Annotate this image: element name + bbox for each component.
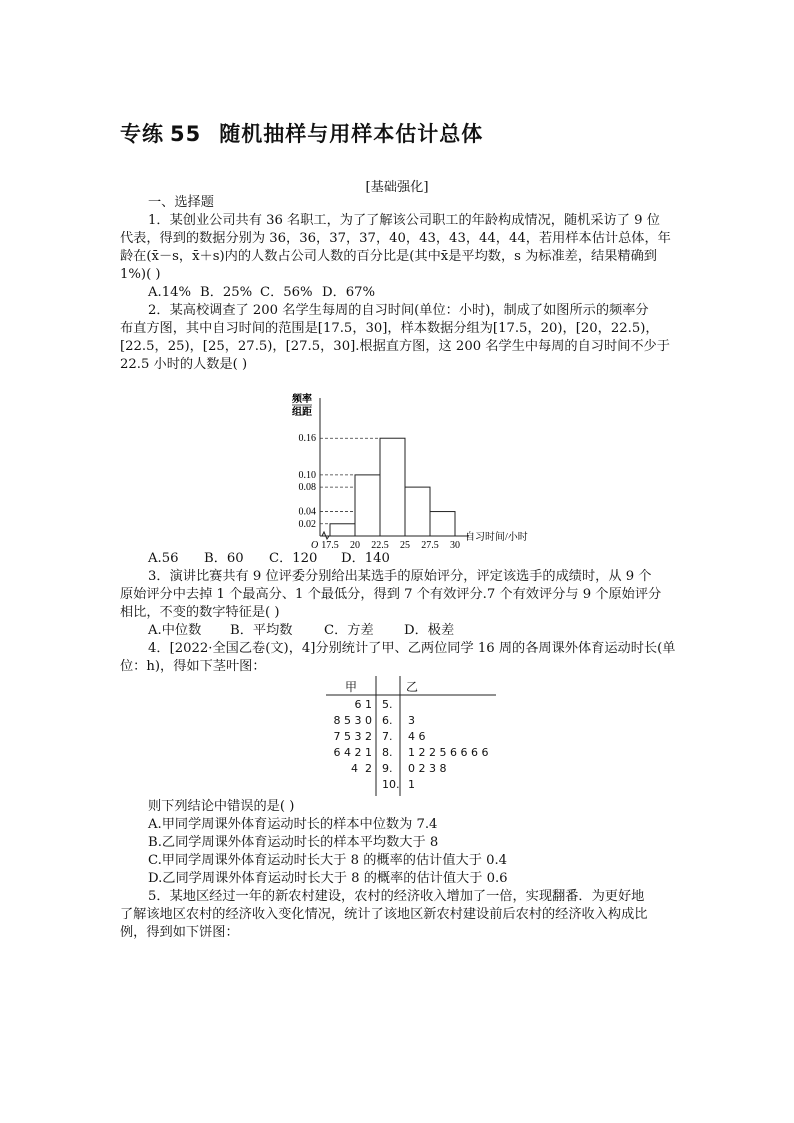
q2-option-d[interactable]: D．140: [341, 551, 390, 566]
x-axis-label: 自习时间/小时: [465, 532, 528, 543]
title-text: 随机抽样与用样本估计总体: [219, 122, 484, 146]
page-title: [120, 118, 483, 148]
x-tick-label: 17.5: [321, 540, 339, 548]
q3-line: 相比，不变的数字特征是( ): [120, 605, 280, 620]
stem-leaf-right: 1: [408, 778, 415, 791]
q4-choice-d[interactable]: D.乙同学周课外体育运动时长大于 8 的概率的估计值大于 0.6: [148, 871, 508, 886]
q5-line: 例，得到如下饼图：: [120, 925, 239, 940]
frequency-histogram: [280, 390, 550, 548]
stem-leaf-right: 4 6: [408, 730, 426, 743]
y-tick-label: 0.02: [298, 518, 316, 530]
stem-leaf-row: [326, 778, 496, 794]
q2-line: 布直方图，其中自习时间的范围是[17.5，30]，样本数据分组为[17.5，20)，[20，22.5)，: [120, 321, 659, 336]
q4-choice-c[interactable]: C.甲同学周课外体育运动时长大于 8 的概率的估计值大于 0.4: [148, 853, 508, 868]
q1-option-a[interactable]: A.14%: [148, 285, 192, 300]
q4-question: 则下列结论中错误的是( ): [148, 799, 295, 814]
q1-line: 龄在(x̄－s，x̄＋s)内的人数占公司人数的百分比是(其中x̄是平均数，s 为标准差，结果精确到: [120, 249, 657, 264]
histogram-bar: [405, 487, 430, 536]
q3-option-a[interactable]: A.中位数: [148, 623, 202, 638]
stem-leaf-left-header: 甲: [344, 680, 357, 694]
q3-options: [148, 622, 454, 640]
x-tick-label: 20: [350, 540, 360, 548]
q4-choice-b[interactable]: B.乙同学周课外体育运动时长的样本平均数大于 8: [148, 835, 439, 850]
q2-option-c[interactable]: C．120: [269, 551, 318, 566]
histogram-bar: [330, 524, 355, 536]
y-tick-label: 0.08: [298, 482, 316, 494]
q3-option-c[interactable]: C．方差: [324, 623, 374, 638]
stem-leaf-stem: 8.: [382, 746, 393, 759]
q1-option-c[interactable]: C．56%: [260, 285, 313, 300]
stem-leaf-right: 0 2 3 8: [408, 762, 447, 775]
title-prefix: 专练: [120, 122, 164, 146]
histogram-bar: [355, 475, 380, 536]
stem-leaf-row: [326, 762, 496, 778]
y-axis-label-top: 频率: [292, 394, 312, 405]
histogram-bar: [430, 512, 455, 536]
q1-option-b[interactable]: B．25%: [200, 285, 253, 300]
q2-line: [22.5，25)，[25，27.5)，[27.5，30].根据直方图，这 200 名学生中每周的自习时间不少于: [120, 339, 670, 354]
q1-line: 代表，得到的数据分别为 36，36，37，37，40，43，43，44，44，若用样本估计总体，年: [120, 231, 671, 246]
stem-leaf-right: 3: [408, 714, 415, 727]
stem-leaf-stem: 7.: [382, 730, 393, 743]
stem-leaf-stem: 10.: [382, 778, 400, 791]
section-label: [基础强化]: [365, 180, 429, 195]
q4-choice-a[interactable]: A.甲同学周课外体育运动时长的样本中位数为 7.4: [148, 817, 438, 832]
stem-leaf-left: 6 1: [354, 698, 372, 711]
q2-option-b[interactable]: B．60: [204, 551, 244, 566]
q2-options: [148, 550, 390, 568]
q1-options: [148, 284, 375, 302]
q3-option-d[interactable]: D．极差: [404, 623, 455, 638]
q2-option-a[interactable]: A.56: [148, 551, 179, 566]
x-tick-label: 22.5: [371, 540, 389, 548]
y-axis-label-bottom: 组距: [292, 407, 312, 418]
q3-line: 3．演讲比赛共有 9 位评委分别给出某选手的原始评分，评定该选手的成绩时，从 9 个: [148, 569, 652, 584]
q1-option-d[interactable]: D．67%: [322, 285, 376, 300]
q5-line: 5．某地区经过一年的新农村建设，农村的经济收入增加了一倍，实现翻番．为更好地: [148, 889, 645, 904]
origin-label: O: [311, 540, 319, 548]
q3-option-b[interactable]: B．平均数: [230, 623, 293, 638]
x-tick-label: 25: [400, 540, 410, 548]
q1-line: 1%)( ): [120, 267, 161, 282]
stem-leaf-stem: 5.: [382, 698, 393, 711]
stem-leaf-row: [326, 746, 496, 762]
y-tick-label: 0.04: [298, 506, 316, 518]
x-tick-label: 30: [450, 540, 460, 548]
stem-leaf-stem: 9.: [382, 762, 393, 775]
title-number: 55: [170, 122, 202, 146]
q1-line: 1．某创业公司共有 36 名职工，为了了解该公司职工的年龄构成情况，随机采访了 9 位: [148, 213, 660, 228]
stem-leaf-left: 6 4 2 1: [333, 746, 372, 759]
part1-heading: 一、选择题: [148, 195, 214, 210]
stem-leaf-left: 7 5 3 2: [333, 730, 372, 743]
q3-line: 原始评分中去掉 1 个最高分、1 个最低分，得到 7 个有效评分.7 个有效评分与 9 个原始评分: [120, 587, 662, 602]
q4-line: 位：h)，得如下茎叶图：: [120, 659, 266, 674]
q2-line: 2．某高校调查了 200 名学生每周的自习时间(单位：小时)，制成了如图所示的频率分: [148, 303, 649, 318]
q2-line: 22.5 小时的人数是( ): [120, 357, 248, 372]
stem-leaf-left: 8 5 3 0: [333, 714, 372, 727]
x-tick-label: 27.5: [421, 540, 439, 548]
stem-leaf-right: 1 2 2 5 6 6 6 6: [408, 746, 489, 759]
q5-line: 了解该地区农村的经济收入变化情况，统计了该地区新农村建设前后农村的经济收入构成比: [120, 907, 648, 922]
histogram-bar: [380, 438, 405, 536]
stem-leaf-row: [326, 730, 496, 746]
q4-line: 4．[2022·全国乙卷(文)，4]分别统计了甲、乙两位同学 16 周的各周课外体育运动时长(单: [148, 641, 676, 656]
y-tick-label: 0.16: [298, 433, 316, 445]
stem-leaf-row: [326, 714, 496, 730]
stem-leaf-rows: [326, 698, 496, 794]
stem-leaf-stem: 6.: [382, 714, 393, 727]
stem-leaf-row: [326, 698, 496, 714]
stem-leaf-right-header: 乙: [406, 680, 419, 694]
y-tick-label: 0.10: [298, 469, 316, 481]
stem-leaf-left: 4 2: [351, 762, 372, 775]
